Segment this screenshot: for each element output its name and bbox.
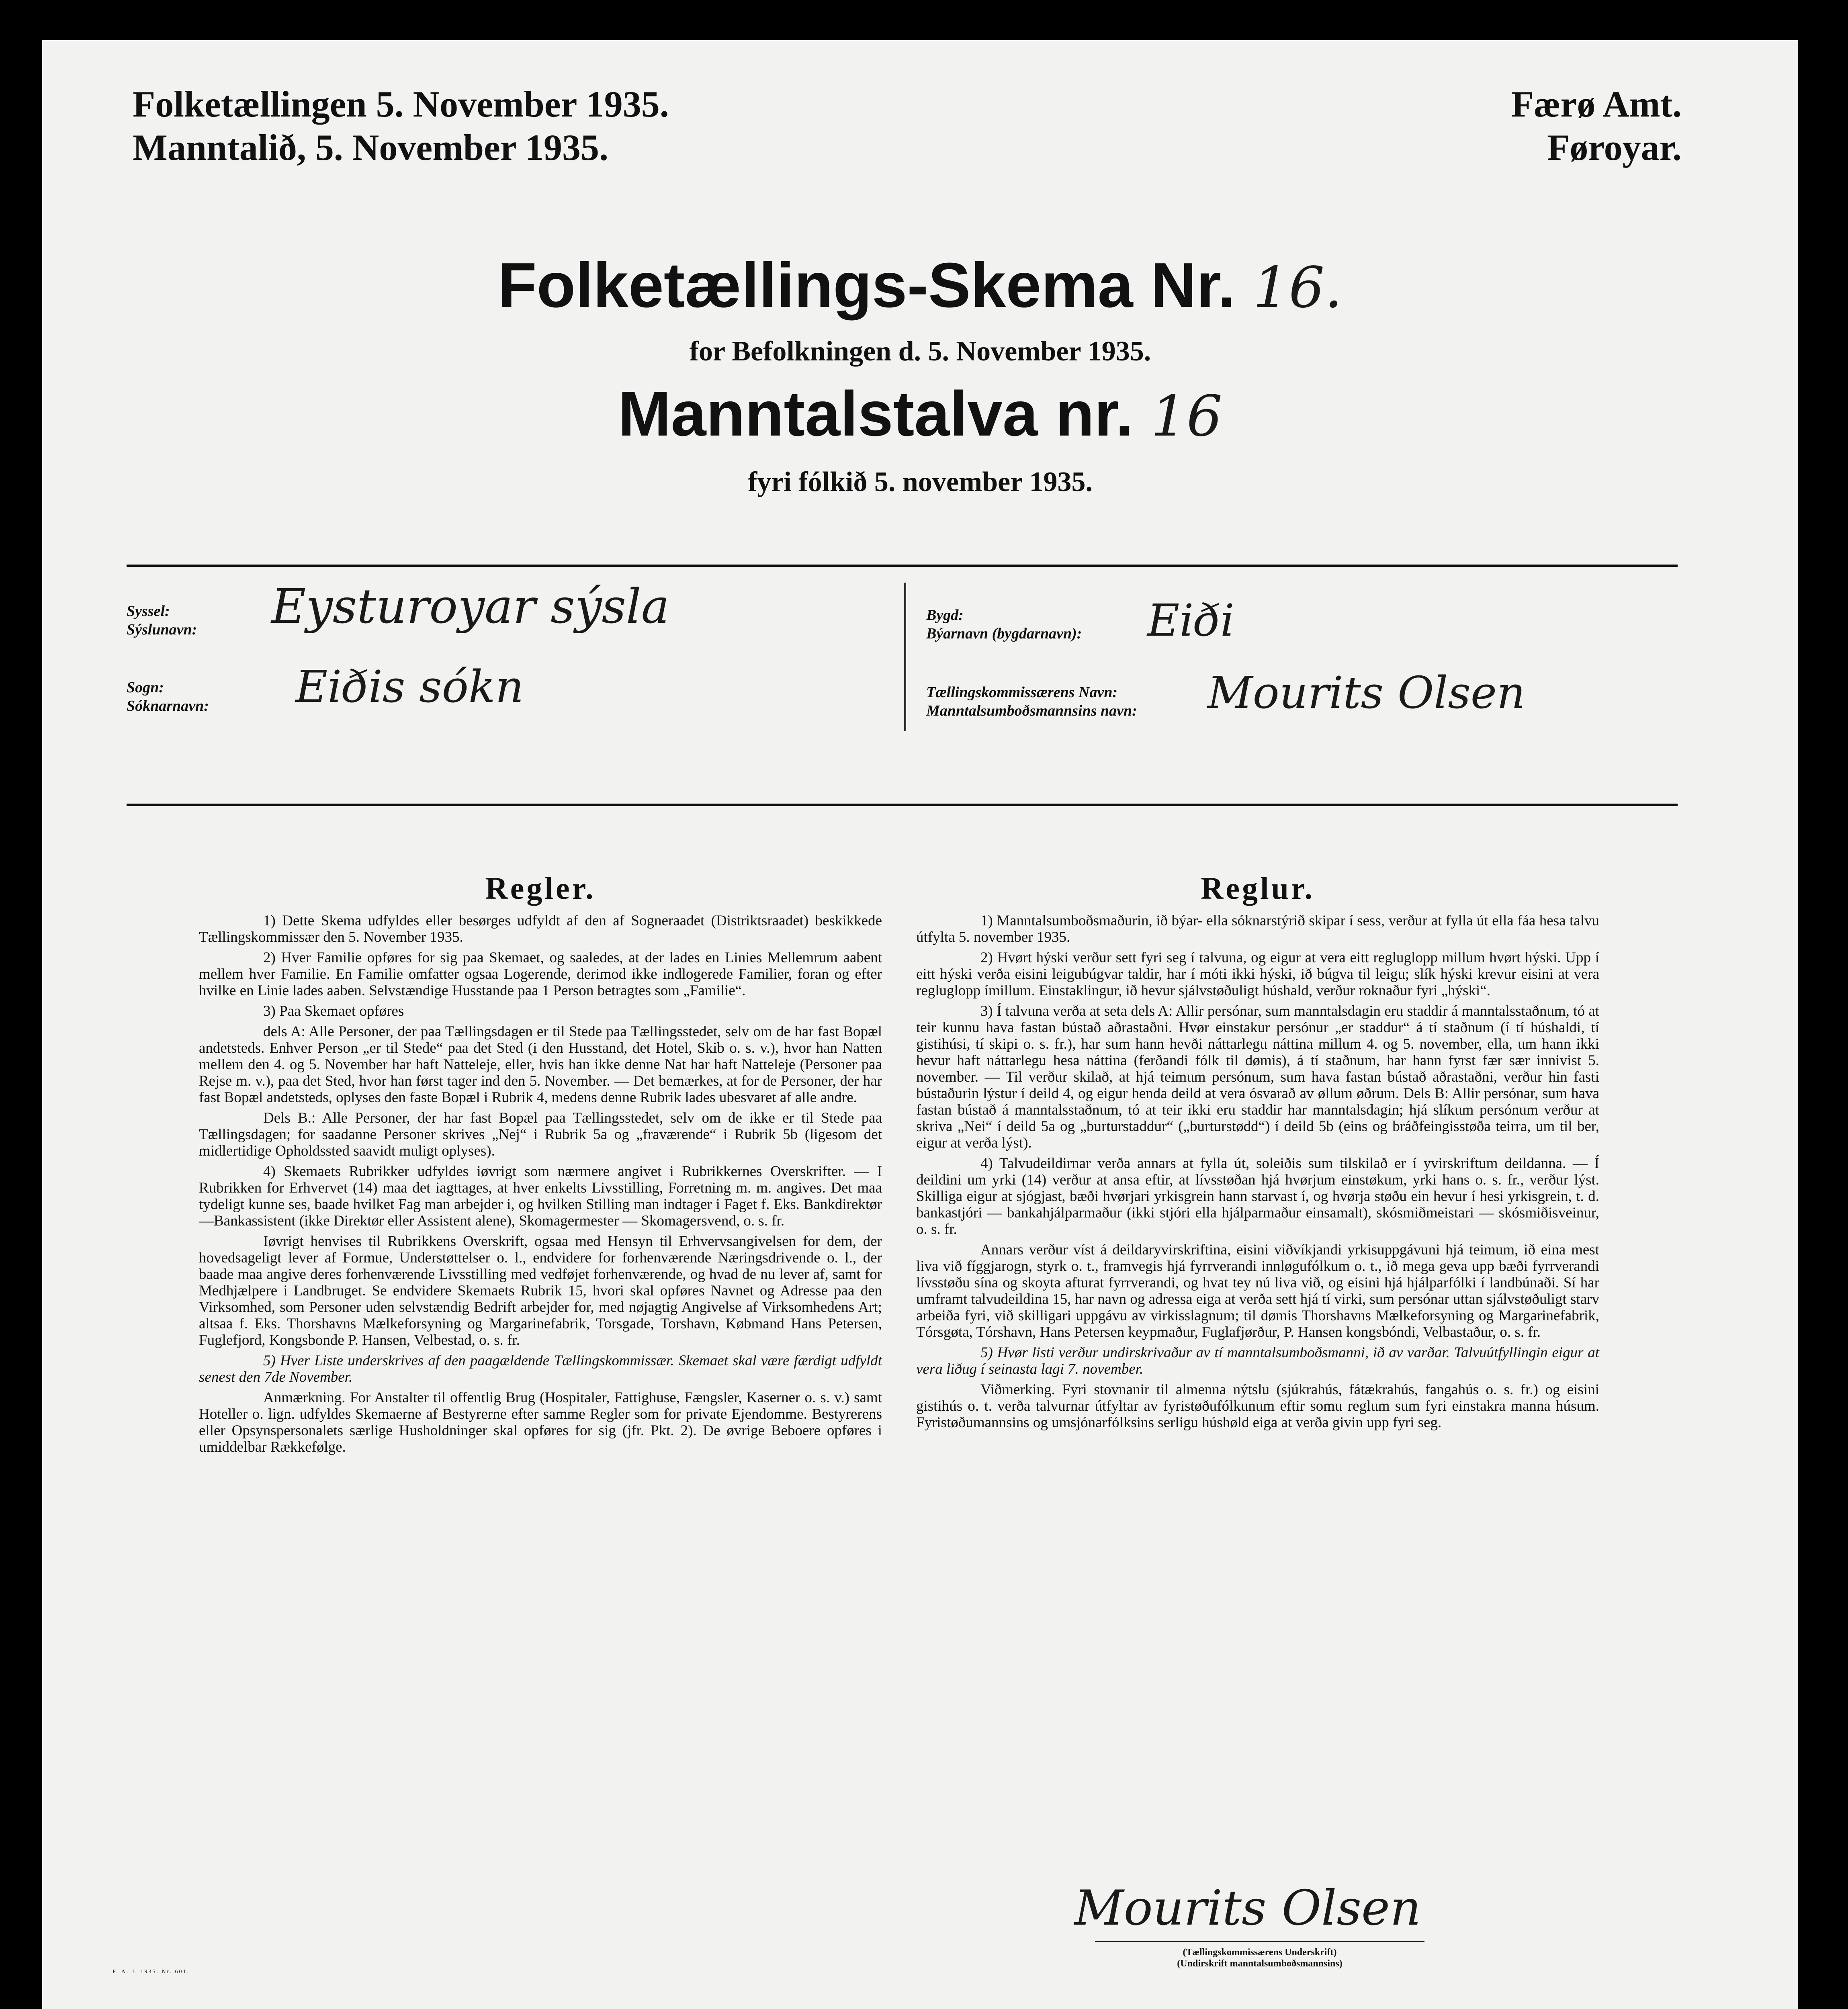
rules-da-4b: Iøvrigt henvises til Rubrikkens Overskrift, ogsaa med Hensyn til Erhvervsangivelsen for dem, der hovedsageligt lever af Formue, Understøttelser o. l., endvidere for forhenværende Næringsdrivende o. l., der baade maa angive deres forhenværende Livsstilling med vedføjet forhenværende, og hvad de nu lever af, samt for Medhjælpere i Landbruget. Se endvidere Skemaets Rubrik 15, hvori skal opføres Navnet og Adresse paa den Virksomhed, som Personer uden selvstændig Bedrift arbejder for, med nøjagtig Angivelse af Virksomhedens Art; altsaa f. Eks. Thorshavns Mælkeforsyning og Margarinefabrik, Torsgade, Torshavn, Købmand Hans Petersen, Fuglefjord, Kongsbonde P. Hansen, Velbestad, o. s. fr. [199, 1233, 882, 1348]
rules-da-3b: Dels B.: Alle Personer, der har fast Bopæl paa Tællingsstedet, selv om de ikke er til Stede paa Tællingsdagen; for saadanne Personer skrives „Nej“ i Rubrik 5a og „fraværende“ i Rubrik 5b (ligesom det midlertidige Opholdssted saavidt muligt oplyses). [199, 1110, 882, 1159]
divider-top [127, 565, 1678, 567]
fo-number: 16 [1150, 384, 1223, 449]
rules-danish [199, 871, 882, 1459]
rules-da-2: 2) Hver Familie opføres for sig paa Skemaet, og saaledes, at der lades en Linies Mellemrum aabent mellem hver Familie. En Familie omfatter ogsaa Logerende, derimod ikke indlogerede Familier, foran og efter hvilke en Linie lades aaben. Selvstændige Husstande paa 1 Person betragtes som „Familie“. [199, 949, 882, 999]
form-number: 16. [1253, 255, 1343, 321]
signature-caption [1095, 1947, 1424, 1969]
rules-da-3: 3) Paa Skemaet opføres [263, 1003, 404, 1019]
fields-divider [904, 583, 906, 731]
rules-da-note: Anmærkning. For Anstalter til offentlig Brug (Hospitaler, Fattighuse, Fængsler, Kaserner o. s. v.) samt Hoteller o. lign. udfyldes Skemaerne af Bestyrerne efter samme Regler som for private Ejendomme. Bestyrerens eller Opsynspersonalets særlige Husholdninger skal opføres for sig (jfr. Pkt. 2). De øvrige Beboere opføres i umiddelbar Rækkefølge. [199, 1389, 882, 1455]
form-subtitle: for Befolkningen d. 5. November 1935. [689, 336, 1151, 367]
print-code: F. A. J. 1935. Nr. 601. [113, 1969, 190, 1975]
rules-fo-5: 5) Hvør listi verður undirskrivaður av tí manntalsumboðsmanni, ið av varðar. Talvuútfyllingin eigur at vera liðug í seinasta lagi 7. november. [916, 1344, 1599, 1377]
signature-line [1095, 1941, 1424, 1942]
kommissaer-label [926, 683, 1137, 720]
bygd-value: Eiði [1147, 595, 1234, 646]
syssel-label-fo: Sýslunavn: [127, 621, 197, 638]
bygd-label-da: Bygd: [926, 607, 964, 624]
kommissaer-value: Mourits Olsen [1207, 667, 1525, 718]
form-title [42, 249, 1798, 324]
syssel-label-da: Syssel: [127, 603, 170, 620]
sogn-label-da: Sogn: [127, 679, 164, 696]
syssel-label [127, 602, 197, 639]
header-right [1511, 82, 1682, 169]
bygd-label-fo: Býarnavn (bygdarnavn): [926, 625, 1082, 642]
sogn-value: Eiðis sókn [295, 661, 524, 712]
rules-danish-heading: Regler. [485, 871, 596, 906]
signature: Mourits Olsen [1074, 1880, 1421, 1936]
rules-fo-3: 3) Í talvuna verða at seta dels A: Allir persónar, sum manntalsdagin eru staddir á manntalsstaðnum, tó at teir kunnu hava fastan bústað aðrastaðni. Hvør einstakur persónur „er staddur“ á tí staðnum (í tí húshaldi, tí gistihúsi, tí skipi o. s. fr.), har sum hann hevði náttarlegu náttina millum 4. og 5. november, ella, um hann ikki hevur haft náttarlegu hesa náttina (ferðandi fólk til dømis), á tí staðnum, har hann fyrst fær sær innivist 5. november. — Til verður skilað, at hjá teimum persónum, sum hava fastan bústað aðrastaðni, verður hin fasti bústaðurin lýstur í deild 4, og eigur henda deild at vera ósvarað av øllum øðrum. Dels B: Allir persónar, sum hava fastan bústað á manntalsstaðnum, tó at teir ikki eru staddir har manntalsdagin; hjá slíkum persónum verður at skriva „Nei“ í deild 5a og „burturstaddur“ („burturstødd“) í deild 5b (eins og bráðfeingisstøða teirra, um til ber, eigur at verða lýst). [916, 1003, 1599, 1151]
rules-da-5: 5) Hver Liste underskrives af den paagældende Tællingskommissær. Skemaet skal være færdigt udfyldt senest den 7de November. [199, 1352, 882, 1385]
divider-bottom [127, 804, 1678, 806]
header-left [133, 82, 669, 169]
rules-da-3a: dels A: Alle Personer, der paa Tællingsdagen er til Stede paa Tællingsstedet, selv om de har fast Bopæl andetsteds. Enhver Person „er til Stede“ paa det Sted (i den Husstand, det Hotel, Skib o. s. v.), hvor han Natten mellem den 4. og 5. November har haft Natteleje, eller, hvis han ikke denne Nat har haft Natteleje (Personer paa Rejse m. v.), paa det Sted, hvor han først tager ind den 5. November. — Det bemærkes, at for de Personer, der har fast Bopæl andetsteds, oplyses den faste Bopæl i Rubrik 4, medens denne Rubrik lades ubesvaret af alle andre. [199, 1023, 882, 1106]
header-left-line1: Folketællingen 5. November 1935. [133, 84, 669, 125]
fo-title [42, 378, 1798, 453]
fo-title-text: Manntalstalva nr. [618, 378, 1133, 449]
rules-fo-note: Viðmerking. Fyri stovnanir til almenna nýtslu (sjúkrahús, fátækrahús, fangahús o. s. fr.) og eisini gistihús o. t. verða talvurnar útfyltar av fyristøðufólkunum eftir somu reglum sum fyri einstakra manna húsum. Fyristøðumannsins og umsjónarfólksins serligu húshøld eiga at verða givin upp fyri seg. [916, 1381, 1599, 1431]
sogn-label [127, 678, 209, 715]
bygd-label [926, 606, 1082, 643]
syssel-value: Eysturoyar sýsla [271, 579, 670, 634]
signature-caption-da: (Tællingskommissærens Underskrift) [1183, 1947, 1337, 1958]
kommissaer-label-da: Tællingskommissærens Navn: [926, 684, 1118, 701]
kommissaer-label-fo: Manntalsumboðsmannsins navn: [926, 702, 1137, 719]
census-form-sheet [42, 40, 1798, 2009]
header-left-line2: Manntalið, 5. November 1935. [133, 127, 609, 168]
rules-fo-4: 4) Talvudeildirnar verða annars at fylla út, soleiðis sum tilskilað er í yvirskriftum deildanna. — Í deildini um yrki (14) verður at ansa eftir, at lívsstøðan hjá hvørjum einstøkum, yrki hans o. s. fr., verður lýst. Skilliga eigur at sjógjast, bæði hvørjari yrkisgrein hann starvast í, og hvørja støðu ein hevur í hesi yrkisgrein, t. d. bankastjóri — bankahjálparmaður (ikki stjóri ella hjálparmaður einsamalt), skósmiðmeistari — skósmiðisveinur, o. s. fr. [916, 1155, 1599, 1238]
header-right-line1: Færø Amt. [1511, 84, 1682, 125]
header-right-line2: Føroyar. [1547, 127, 1682, 168]
rules-fo-1: 1) Manntalsumboðsmaðurin, ið býar- ella sóknarstýrið skipar í sess, verður at fylla út ella fáa hesa talvu útfylta 5. november 1935. [916, 912, 1599, 945]
fo-subtitle: fyri fólkið 5. november 1935. [747, 466, 1093, 497]
rules-fo-4b: Annars verður víst á deildaryvirskriftina, eisini viðvíkjandi yrkisuppgávuni hjá teimum, ið eina mest liva við fíggjarogn, styrk o. t., framvegis hjá fyrrverandi innløgufólkum o. t., ið mega geva upp bæði fyrrverandi lívsstøðu sína og skoyta afturat fyrrverandi, og hvat tey nú liva við, og eisini hjá hjálparfólki í landbúnaði. Sí har umframt talvudeildina 15, har navn og adressa eiga at verða sett hjá tí virki, sum persónar uttan sjálvstøðuligt starv arbeiða fyri, við skilligari uppgávu av virkisslagnum; til dømis Thorshavns Mælkeforsyning og Margarinefabrik, Tórsgøta, Tórshavn, Hans Petersen keypmaður, Fuglafjørður, P. Hansen kongsbóndi, Velbastaður, o. s. fr. [916, 1242, 1599, 1340]
rules-da-1: 1) Dette Skema udfyldes eller besørges udfyldt af den af Sogneraadet (Distriktsraadet) beskikkede Tællingskommissær den 5. November 1935. [199, 912, 882, 945]
rules-faroese [916, 871, 1599, 1435]
sogn-label-fo: Sóknarnavn: [127, 698, 209, 714]
rules-faroese-heading: Reglur. [1201, 871, 1315, 906]
form-title-text: Folketællings-Skema Nr. [498, 250, 1236, 321]
signature-caption-fo: (Undirskrift manntalsumboðsmannsins) [1177, 1958, 1343, 1969]
rules-fo-2: 2) Hvørt hýski verður sett fyri seg í talvuna, og eigur at vera eitt regluglopp millum hvørt hýski. Upp í eitt hýski verða eisini leigubúgvar taldir, har í móti ikki hýski, ið búgva til leigu; slík hýski krevur eisini at vera regluglopp ímillum. Einstaklingur, ið hevur sjálvstøðuligt húshald, verður roknaður fyri „hýski“. [916, 949, 1599, 999]
rules-da-4: 4) Skemaets Rubrikker udfyldes iøvrigt som nærmere angivet i Rubrikkernes Overskrifter. — I Rubrikken for Erhvervet (14) maa det iagttages, at hver enkelts Livsstilling, Forretning m. m. angives. Det maa tydeligt kunne ses, baade hvilket Fag man arbejder i, og hvilken Stilling man indtager i Faget f. Eks. Bankdirektør—Bankassistent (ikke Direktør eller Assistent alene), Skomagermester — Skomagersvend, o. s. fr. [199, 1163, 882, 1229]
